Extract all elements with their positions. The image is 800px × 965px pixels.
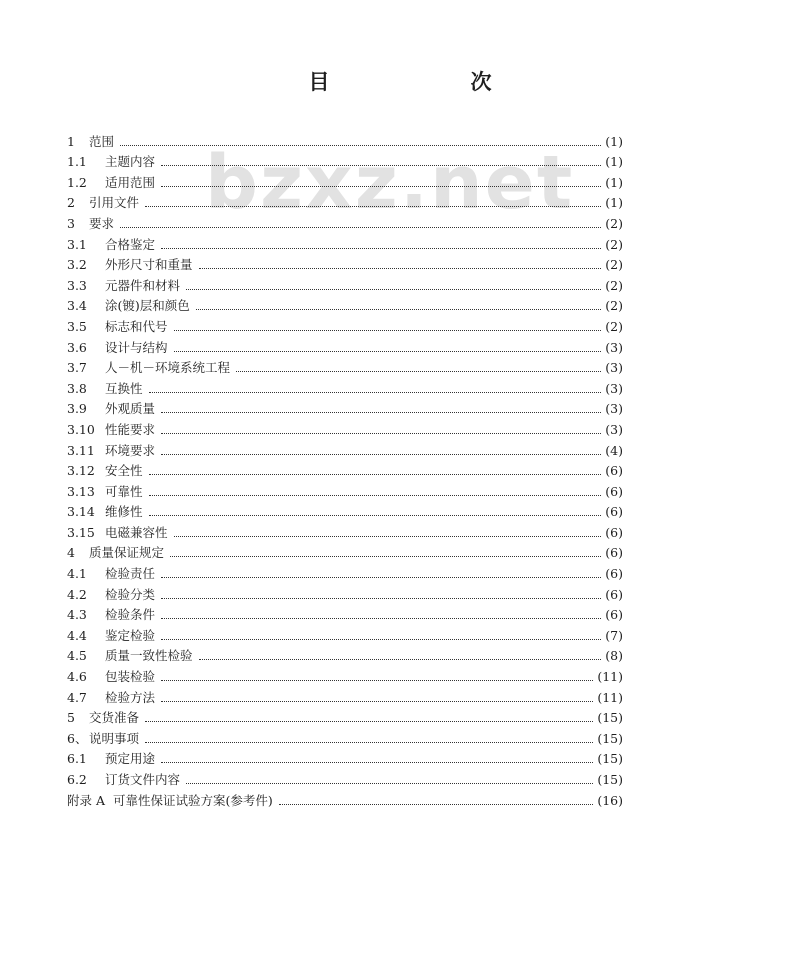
toc-leader-dots — [196, 309, 602, 310]
toc-entry[interactable] — [67, 458, 623, 479]
toc-leader-dots — [186, 783, 593, 784]
toc-leader-dots — [161, 433, 601, 434]
toc-entry[interactable] — [67, 252, 623, 273]
toc-entry-label: 环境要求 — [105, 442, 156, 458]
toc-entry-number: 1 — [67, 133, 75, 149]
toc-entry[interactable] — [67, 478, 623, 499]
toc-leader-dots — [161, 762, 593, 763]
toc-entry[interactable] — [67, 416, 623, 437]
toc-leader-dots — [161, 165, 601, 166]
toc-entry[interactable] — [67, 149, 623, 170]
toc-entry-number: 1.2 — [67, 174, 87, 190]
toc-entry-number: 3.9 — [67, 401, 87, 417]
toc-entry-label: 性能要求 — [105, 421, 156, 437]
toc-entry[interactable] — [67, 272, 623, 293]
toc-leader-dots — [161, 248, 601, 249]
page-title: 目 次 — [308, 69, 552, 94]
toc-entry[interactable] — [67, 705, 623, 726]
toc-entry-number: 3.5 — [67, 318, 87, 334]
toc-entry-page: (15) — [597, 730, 623, 746]
toc-leader-dots — [161, 701, 593, 702]
watermark: bzxz.net — [205, 140, 575, 226]
toc-entry-label: 检验条件 — [105, 607, 156, 623]
toc-entry-number: 3 — [67, 215, 75, 231]
toc-entry[interactable] — [67, 396, 623, 417]
toc-entry-page: (6) — [605, 607, 623, 623]
toc-leader-dots — [145, 721, 593, 722]
toc-entry-label: 互换性 — [105, 380, 143, 396]
toc-entry-page: (16) — [597, 792, 623, 808]
toc-entry-number: 3.8 — [67, 380, 87, 396]
toc-entry[interactable] — [67, 746, 623, 767]
toc-entry-page: (6) — [605, 524, 623, 540]
toc-leader-dots — [120, 145, 601, 146]
toc-leader-dots — [161, 412, 601, 413]
toc-entry-label: 可靠性保证试验方案(参考件) — [113, 792, 273, 808]
toc-leader-dots — [149, 474, 602, 475]
toc-entry-number: 3.1 — [67, 236, 87, 252]
toc-entry-page: (1) — [605, 154, 623, 170]
toc-leader-dots — [161, 577, 601, 578]
toc-entry-label: 外观质量 — [105, 401, 156, 417]
toc-entry[interactable] — [67, 540, 623, 561]
toc-entry-label: 订货文件内容 — [105, 772, 181, 787]
toc-entry[interactable] — [67, 293, 623, 314]
toc-entry[interactable] — [67, 190, 623, 211]
toc-entry-page: (1) — [605, 133, 623, 149]
toc-leader-dots — [186, 289, 601, 290]
toc-leader-dots — [149, 392, 602, 393]
toc-entry-page: (7) — [605, 627, 623, 643]
toc-entry-label: 包装检验 — [105, 669, 156, 685]
toc-entry-label: 元器件和材料 — [105, 277, 181, 293]
toc-entry-page: (3) — [605, 339, 623, 355]
toc-entry-label: 标志和代号 — [105, 318, 168, 334]
toc-entry-label: 检验方法 — [105, 689, 156, 705]
toc-entry-number: 3.11 — [67, 442, 95, 458]
toc-entry-page: (3) — [605, 380, 623, 396]
toc-entry-number: 3.10 — [67, 421, 95, 437]
toc-entry-number: 4.1 — [67, 566, 87, 582]
toc-entry-number: 6.1 — [67, 751, 87, 767]
toc-entry-page: (2) — [605, 277, 623, 293]
toc-entry-label: 安全性 — [105, 463, 143, 479]
toc-entry-number: 6.2 — [67, 772, 87, 787]
toc-leader-dots — [161, 454, 601, 455]
toc-entry[interactable] — [67, 210, 623, 231]
toc-entry-label: 交货准备 — [89, 710, 140, 726]
toc-entry[interactable] — [67, 725, 623, 746]
toc-entry-number: 6、 — [67, 730, 88, 746]
toc-entry-number: 3.2 — [67, 257, 87, 273]
toc-leader-dots — [161, 639, 601, 640]
toc-leader-dots — [145, 742, 593, 743]
toc-leader-dots — [149, 495, 602, 496]
toc-entry-page: (15) — [597, 772, 623, 787]
toc-entry[interactable] — [67, 231, 623, 252]
toc-entry-label: 涂(镀)层和颜色 — [105, 298, 190, 314]
toc-leader-dots — [161, 618, 601, 619]
toc-entry-label: 可靠性 — [105, 483, 143, 499]
toc-entry-label: 检验责任 — [105, 566, 156, 582]
toc-entry-number: 3.14 — [67, 504, 95, 520]
toc-entry-number: 4.4 — [67, 627, 87, 643]
toc-entry-number: 3.13 — [67, 483, 95, 499]
toc-leader-dots — [199, 659, 602, 660]
toc-entry[interactable] — [67, 684, 623, 705]
toc-entry-label: 预定用途 — [105, 751, 156, 767]
toc-entry-number: 4.3 — [67, 607, 87, 623]
toc-entry[interactable] — [67, 355, 623, 376]
toc-entry-page: (6) — [605, 566, 623, 582]
toc-entry-label: 电磁兼容性 — [105, 524, 168, 540]
toc-leader-dots — [236, 371, 601, 372]
toc-entry-label: 质量一致性检验 — [105, 648, 193, 664]
toc-entry-label: 质量保证规定 — [89, 545, 165, 561]
toc-entry[interactable] — [67, 602, 623, 623]
toc-entry-label: 检验分类 — [105, 586, 156, 602]
toc-entry-page: (1) — [605, 195, 623, 211]
toc-leader-dots — [161, 680, 593, 681]
toc-entry-page: (2) — [605, 257, 623, 273]
toc-leader-dots — [279, 804, 594, 805]
toc-entry-number: 4 — [67, 545, 75, 561]
toc-entry[interactable] — [67, 622, 623, 643]
toc-entry-page: (2) — [605, 298, 623, 314]
toc-entry-number: 1.1 — [67, 154, 87, 170]
toc-entry-label: 要求 — [89, 215, 115, 231]
toc-entry-page: (6) — [605, 545, 623, 561]
toc-entry-number: 4.5 — [67, 648, 87, 664]
table-of-contents — [67, 128, 623, 808]
toc-entry-number: 2 — [67, 195, 75, 211]
toc-entry[interactable] — [67, 519, 623, 540]
toc-entry[interactable] — [67, 787, 623, 808]
toc-leader-dots — [149, 515, 602, 516]
toc-entry-page: (6) — [605, 504, 623, 520]
toc-entry[interactable] — [67, 334, 623, 355]
toc-leader-dots — [174, 536, 602, 537]
toc-entry-number: 3.15 — [67, 524, 95, 540]
toc-entry-page: (3) — [605, 421, 623, 437]
toc-entry[interactable] — [67, 581, 623, 602]
toc-entry-label: 引用文件 — [89, 195, 140, 211]
toc-entry-label: 设计与结构 — [105, 339, 168, 355]
toc-entry-label: 主题内容 — [105, 154, 156, 170]
toc-entry-number: 3.7 — [67, 360, 87, 376]
toc-entry-page: (11) — [597, 689, 623, 705]
toc-entry-number: 3.3 — [67, 277, 87, 293]
toc-entry-number: 附录 A — [67, 792, 106, 808]
toc-entry-number: 5 — [67, 710, 75, 726]
toc-entry[interactable] — [67, 766, 623, 787]
toc-entry-label: 鉴定检验 — [105, 627, 156, 643]
toc-entry[interactable] — [67, 560, 623, 581]
toc-leader-dots — [199, 268, 602, 269]
toc-entry-page: (6) — [605, 483, 623, 499]
toc-entry-number: 3.4 — [67, 298, 87, 314]
toc-entry-label: 合格鉴定 — [105, 236, 156, 252]
toc-entry-page: (4) — [605, 442, 623, 458]
toc-leader-dots — [161, 186, 601, 187]
toc-entry[interactable] — [67, 663, 623, 684]
toc-entry-label: 说明事项 — [89, 730, 140, 746]
toc-entry-page: (6) — [605, 463, 623, 479]
toc-entry-page: (2) — [605, 215, 623, 231]
toc-entry[interactable] — [67, 437, 623, 458]
toc-entry-number: 4.2 — [67, 586, 87, 602]
toc-leader-dots — [170, 556, 601, 557]
toc-entry-page: (3) — [605, 401, 623, 417]
toc-entry-page: (1) — [605, 174, 623, 190]
toc-entry-number: 4.7 — [67, 689, 87, 705]
toc-entry-page: (11) — [597, 669, 623, 685]
toc-entry-number: 3.6 — [67, 339, 87, 355]
toc-entry-label: 外形尺寸和重量 — [105, 257, 193, 273]
toc-entry-page: (2) — [605, 236, 623, 252]
toc-entry-page: (2) — [605, 318, 623, 334]
toc-entry-label: 人－机－环境系统工程 — [105, 360, 231, 376]
toc-entry[interactable] — [67, 375, 623, 396]
toc-entry-label: 适用范围 — [105, 174, 156, 190]
toc-entry-page: (15) — [597, 751, 623, 767]
toc-entry-page: (3) — [605, 360, 623, 376]
toc-entry[interactable] — [67, 169, 623, 190]
toc-entry-number: 4.6 — [67, 669, 87, 685]
toc-leader-dots — [161, 598, 601, 599]
toc-entry-label: 范围 — [89, 133, 115, 149]
toc-leader-dots — [174, 330, 602, 331]
toc-entry-page: (8) — [605, 648, 623, 664]
toc-entry-page: (6) — [605, 586, 623, 602]
toc-leader-dots — [145, 206, 601, 207]
toc-leader-dots — [174, 351, 602, 352]
toc-entry-number: 3.12 — [67, 463, 95, 479]
toc-leader-dots — [120, 227, 601, 228]
toc-entry-label: 维修性 — [105, 504, 143, 520]
toc-entry[interactable] — [67, 128, 623, 149]
toc-entry[interactable] — [67, 313, 623, 334]
toc-entry[interactable] — [67, 499, 623, 520]
toc-entry-page: (15) — [597, 710, 623, 726]
toc-entry[interactable] — [67, 643, 623, 664]
